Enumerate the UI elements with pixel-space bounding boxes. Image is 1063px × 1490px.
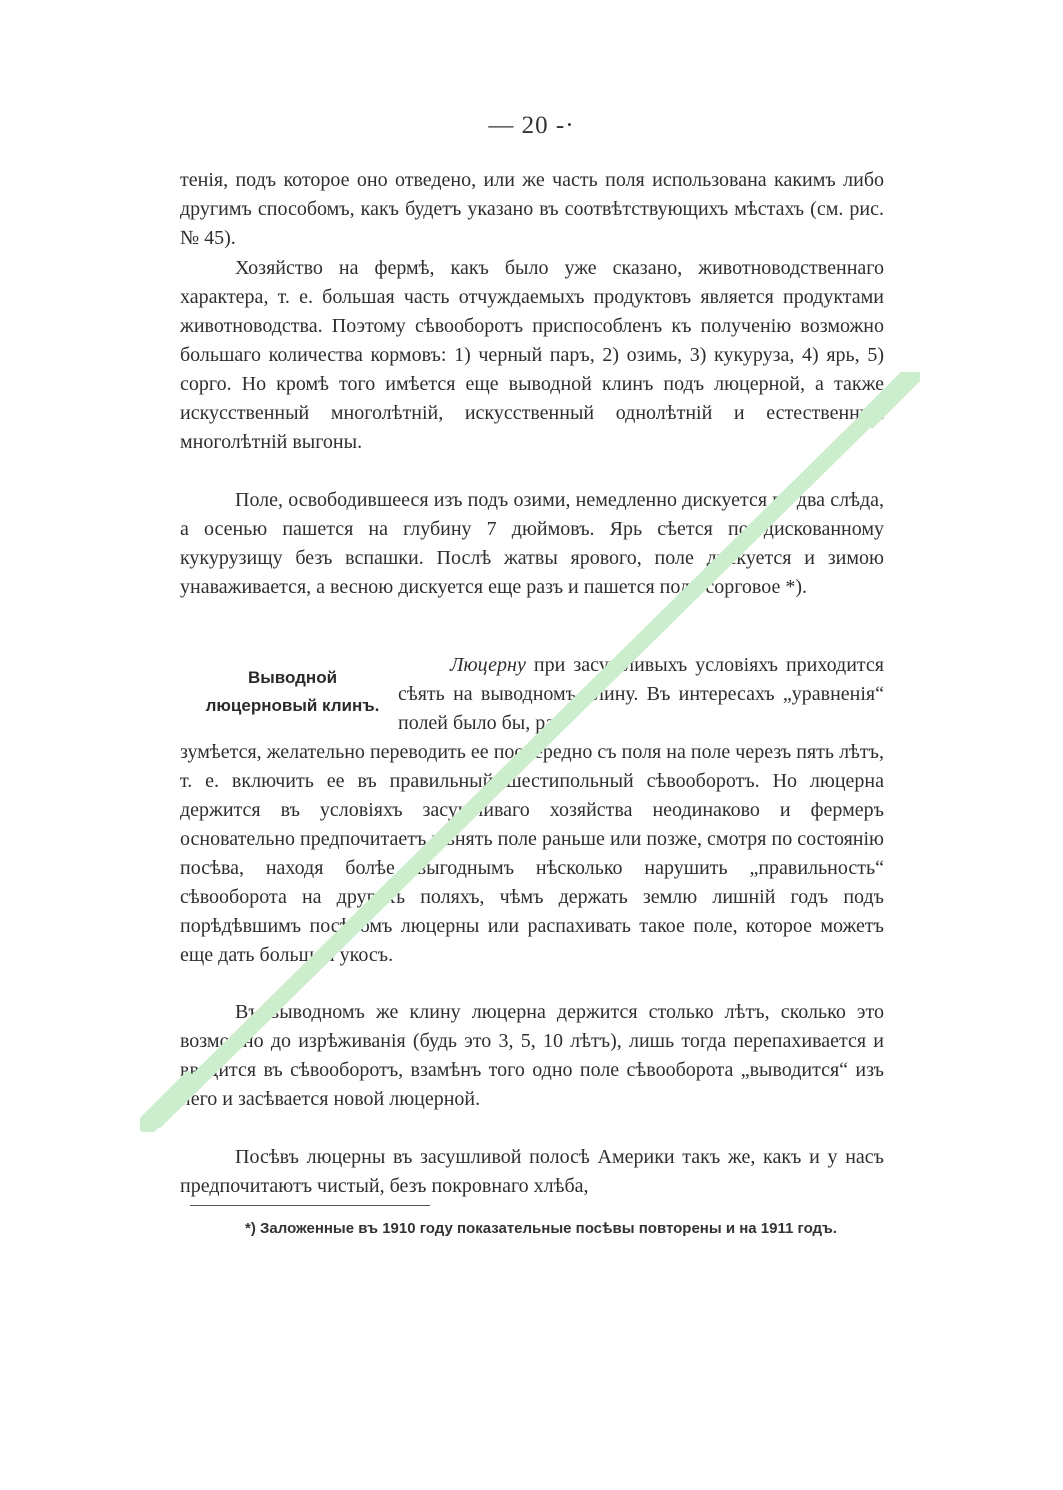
paragraph-6: [180, 1143, 884, 1201]
paragraph-4-lead: Люцерну: [450, 654, 526, 676]
paragraph-4-continued: [180, 738, 884, 970]
paragraph-5-text: Въ выводномъ же клину люцерна держится столько лѣтъ, сколько это возможно до изрѣживанія (будь это 3, 5, 10 лѣтъ), лишь тогда перепахивается и вводится въ сѣвооборотъ, взамѣнъ того одно поле сѣвооборота „выводится“ изъ него и засѣвается новой люцерной.: [180, 1001, 884, 1110]
paragraph-5: [180, 998, 884, 1114]
side-heading: Выводной люцерновый клинъ.: [205, 668, 380, 715]
paragraph-1: [180, 166, 884, 253]
footnote-divider: [190, 1205, 430, 1206]
paragraph-2: [180, 254, 884, 457]
paragraph-1-text: тенія, подъ которое оно отведено, или же часть поля использована какимъ либо другимъ способомъ, какъ будетъ указано въ соотвѣтствующихъ мѣстахъ (см. рис. № 45).: [180, 169, 884, 249]
paragraph-4-rest-text: зумѣется, желательно переводить ее поочередно съ поля на поле черезъ пять лѣтъ, т. е. включить ее въ правильный шестипольный сѣвооборотъ. Но люцерна держится въ условіяхъ засушливаго хозяйства неодинаково и фермеръ основательно предпочитаетъ мѣнять поле раньше или позже, смотря по состоянію посѣва, находя болѣе выгоднымъ нѣсколько нарушить „правильность“ сѣвооборота на другихъ поляхъ, чѣмъ держать землю лишній годъ подъ порѣдѣвшимъ посѣвомъ люцерны или распахивать такое поле, которое можетъ еще дать большой укосъ.: [180, 741, 884, 966]
page-number: — 20 -·: [488, 112, 575, 139]
paragraph-6-text: Посѣвъ люцерны въ засушливой полосѣ Америки такъ же, какъ и у насъ предпочитаютъ чистый, безъ покровнаго хлѣба,: [180, 1146, 884, 1197]
footnote: *) Заложенные въ 1910 году показательные посѣвы повторены и на 1911 годъ.: [245, 1220, 837, 1237]
paragraph-3: [180, 486, 884, 602]
paragraph-2-text: Хозяйство на фермѣ, какъ было уже сказано, животноводственнаго характера, т. е. большая часть отчуждаемыхъ продуктовъ является продуктами животноводства. Поэтому сѣвооборотъ приспособленъ къ полученію возможно большаго количества кормовъ: 1) черный паръ, 2) озимь, 3) кукуруза, 4) ярь, 5) сорго. Но кромѣ того имѣется еще выводной клинъ подъ люцерной, а также искусственный многолѣтній, искусственный однолѣтній и естественный многолѣтній выгоны.: [180, 257, 884, 453]
paragraph-4-side-text: при засушливыхъ условіяхъ приходится сѣять на выводномъ клину. Въ интересахъ „уравненія“ полей было бы, ра-: [398, 654, 884, 734]
paragraph-4-side: [398, 651, 884, 738]
paragraph-3-text: Поле, освободившееся изъ подъ озими, немедленно дискуется въ два слѣда, а осенью пашется на глубину 7 дюймовъ. Ярь сѣется по дискованному кукурузищу безъ вспашки. Послѣ жатвы ярового, поле дискуется и зимою унаваживается, а весною дискуется еще разъ и пашется подъ сорговое *).: [180, 489, 884, 598]
